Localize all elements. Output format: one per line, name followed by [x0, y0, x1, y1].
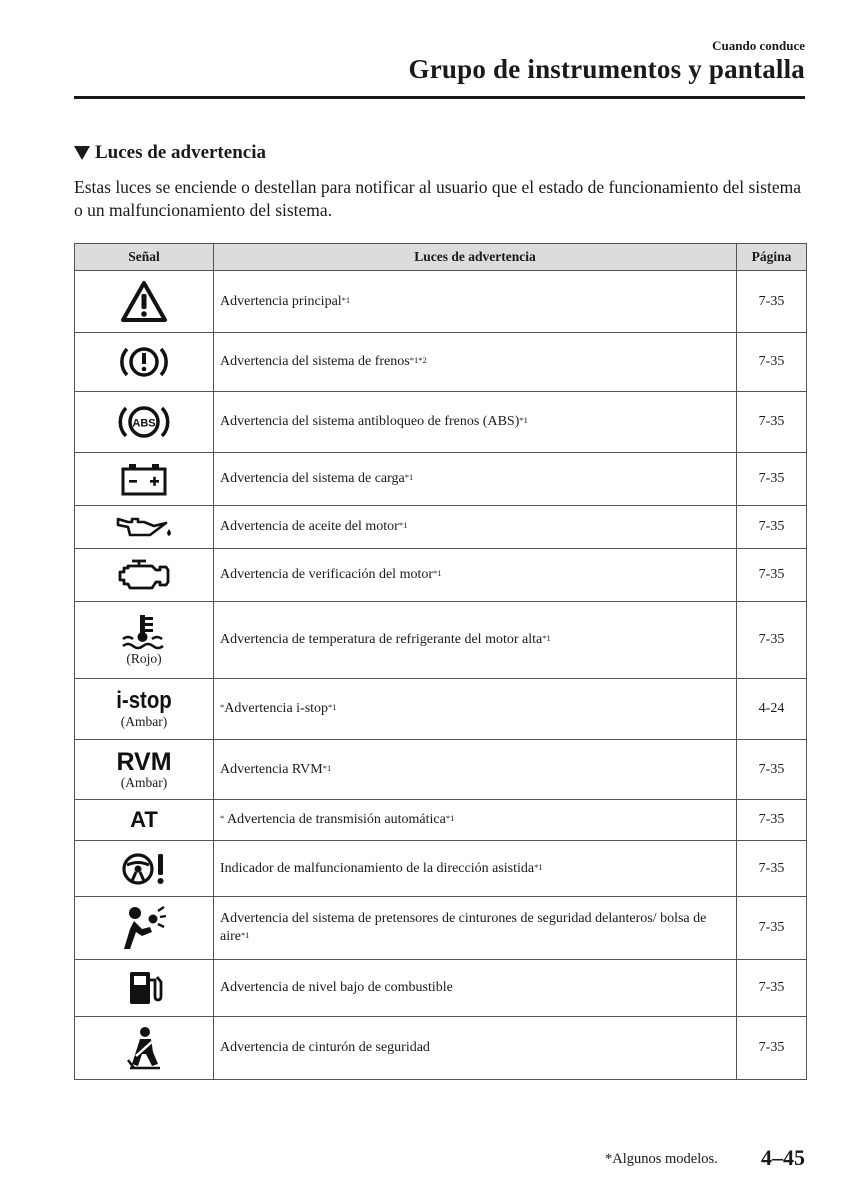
coolant-temperature-icon	[119, 613, 169, 651]
triangle-bullet-icon	[74, 146, 90, 160]
table-row	[75, 333, 807, 392]
page-cell: 7-35	[737, 602, 807, 679]
seatbelt-icon	[124, 1026, 164, 1070]
row-text: Advertencia principal	[220, 293, 342, 309]
signal-cell	[75, 453, 214, 506]
row-text: Advertencia de cinturón de seguridad	[220, 1040, 430, 1055]
signal-cell	[75, 740, 214, 800]
power-steering-icon	[119, 849, 169, 889]
row-text: Advertencia de nivel bajo de combustible	[220, 980, 453, 995]
table-row	[75, 271, 807, 333]
light-cell	[214, 392, 737, 453]
row-sup: *1	[534, 861, 543, 872]
row-sup: *1*2	[409, 355, 427, 365]
light-cell	[214, 800, 737, 841]
row-text: Advertencia RVM	[220, 761, 323, 777]
light-cell	[214, 897, 737, 960]
light-cell	[214, 549, 737, 602]
table-row	[75, 740, 807, 800]
brake-warning-icon	[118, 342, 170, 382]
rvm-icon: RVM	[116, 747, 172, 776]
icon-note: (Rojo)	[126, 651, 162, 666]
subheading	[74, 142, 266, 164]
light-cell	[214, 271, 737, 333]
row-sup: *1	[433, 568, 442, 578]
light-cell	[214, 1017, 737, 1080]
table-row	[75, 1017, 807, 1080]
row-sup: *1	[519, 415, 528, 425]
page-cell: 7-35	[737, 549, 807, 602]
row-sup: *1	[445, 813, 455, 823]
light-cell	[214, 960, 737, 1017]
light-cell	[214, 506, 737, 549]
signal-cell	[75, 549, 214, 602]
fuel-pump-icon	[124, 968, 164, 1008]
row-sup: *1	[398, 520, 408, 530]
light-cell	[214, 333, 737, 392]
page-cell: 7-35	[737, 960, 807, 1017]
row-text: Advertencia del sistema antibloqueo de frenos (ABS)	[220, 414, 520, 429]
light-cell	[214, 679, 737, 740]
table-row	[75, 602, 807, 679]
table-row	[75, 679, 807, 740]
svg-text:ABS: ABS	[132, 417, 156, 430]
abs-warning-icon	[116, 401, 172, 443]
airbag-icon	[120, 905, 168, 951]
title-rule	[74, 96, 805, 99]
page-cell: 7-35	[737, 1017, 807, 1080]
row-text: Advertencia i-stop	[224, 701, 329, 716]
table-row	[75, 897, 807, 960]
page-cell: 7-35	[737, 506, 807, 549]
row-prefix: *	[220, 813, 225, 823]
signal-cell	[75, 897, 214, 960]
signal-cell	[75, 1017, 214, 1080]
signal-cell	[75, 602, 214, 679]
row-sup: *1	[341, 294, 351, 305]
row-prefix: *	[220, 702, 225, 712]
oil-can-icon	[114, 515, 174, 539]
row-text: Advertencia de verificación del motor	[220, 567, 434, 582]
footnote: *Algunos modelos.	[605, 1151, 718, 1167]
master-warning-icon	[119, 279, 169, 325]
table-row	[75, 549, 807, 602]
intro-paragraph: Estas luces se enciende o destellan para notificar al usuario que el estado de funcionamiento del sistema o un malfuncionamiento del sistema.	[74, 177, 801, 220]
header-light: Luces de advertencia	[214, 244, 737, 271]
warning-lights-table	[74, 243, 807, 1080]
row-text: Advertencia de transmisión automática	[224, 812, 446, 827]
engine-check-icon	[116, 558, 172, 592]
signal-cell	[75, 392, 214, 453]
page-number: 4–45	[761, 1145, 805, 1170]
row-text: Advertencia de temperatura de refrigerante del motor alta	[220, 632, 543, 647]
header-signal: Señal	[75, 244, 214, 271]
subheading-text: Luces de advertencia	[95, 142, 266, 163]
row-sup: *1	[542, 633, 551, 643]
page-cell: 7-35	[737, 271, 807, 333]
section-label: Cuando conduce	[712, 38, 805, 53]
row-sup: *1	[240, 930, 250, 940]
signal-cell	[75, 800, 214, 841]
table-row	[75, 453, 807, 506]
table-row	[75, 841, 807, 897]
light-cell	[214, 453, 737, 506]
row-text: Advertencia de aceite del motor	[220, 519, 399, 534]
page-cell: 4-24	[737, 679, 807, 740]
row-sup: *1	[404, 472, 414, 482]
row-text: Advertencia del sistema de frenos	[220, 354, 410, 369]
table-header-row	[75, 244, 807, 271]
header-page: Página	[737, 244, 807, 271]
signal-cell	[75, 960, 214, 1017]
table-row	[75, 800, 807, 841]
signal-cell	[75, 841, 214, 897]
light-cell	[214, 841, 737, 897]
at-icon: AT	[130, 807, 158, 832]
page-cell: 7-35	[737, 333, 807, 392]
i-stop-icon: i-stop	[116, 687, 172, 714]
icon-note: (Ambar)	[120, 714, 168, 729]
page-cell: 7-35	[737, 392, 807, 453]
page-cell: 7-35	[737, 800, 807, 841]
table-row	[75, 506, 807, 549]
row-text: Advertencia del sistema de carga	[220, 471, 405, 486]
page-cell: 7-35	[737, 453, 807, 506]
page-cell: 7-35	[737, 897, 807, 960]
table-row	[75, 960, 807, 1017]
row-sup: *1	[322, 762, 332, 773]
table-row	[75, 392, 807, 453]
row-text: Advertencia del sistema de pretensores de cinturones de seguridad delanteros/ bolsa de aire	[220, 911, 707, 944]
page-cell: 7-35	[737, 841, 807, 897]
signal-cell	[75, 333, 214, 392]
page-title: Grupo de instrumentos y pantalla	[408, 54, 805, 84]
signal-cell	[75, 679, 214, 740]
signal-cell	[75, 506, 214, 549]
light-cell	[214, 602, 737, 679]
row-text: Indicador de malfuncionamiento de la dirección asistida	[220, 860, 535, 876]
page-cell: 7-35	[737, 740, 807, 800]
signal-cell	[75, 271, 214, 333]
light-cell	[214, 740, 737, 800]
row-sup: *1	[328, 702, 337, 712]
icon-note: (Ambar)	[120, 774, 168, 790]
battery-icon	[119, 462, 169, 496]
